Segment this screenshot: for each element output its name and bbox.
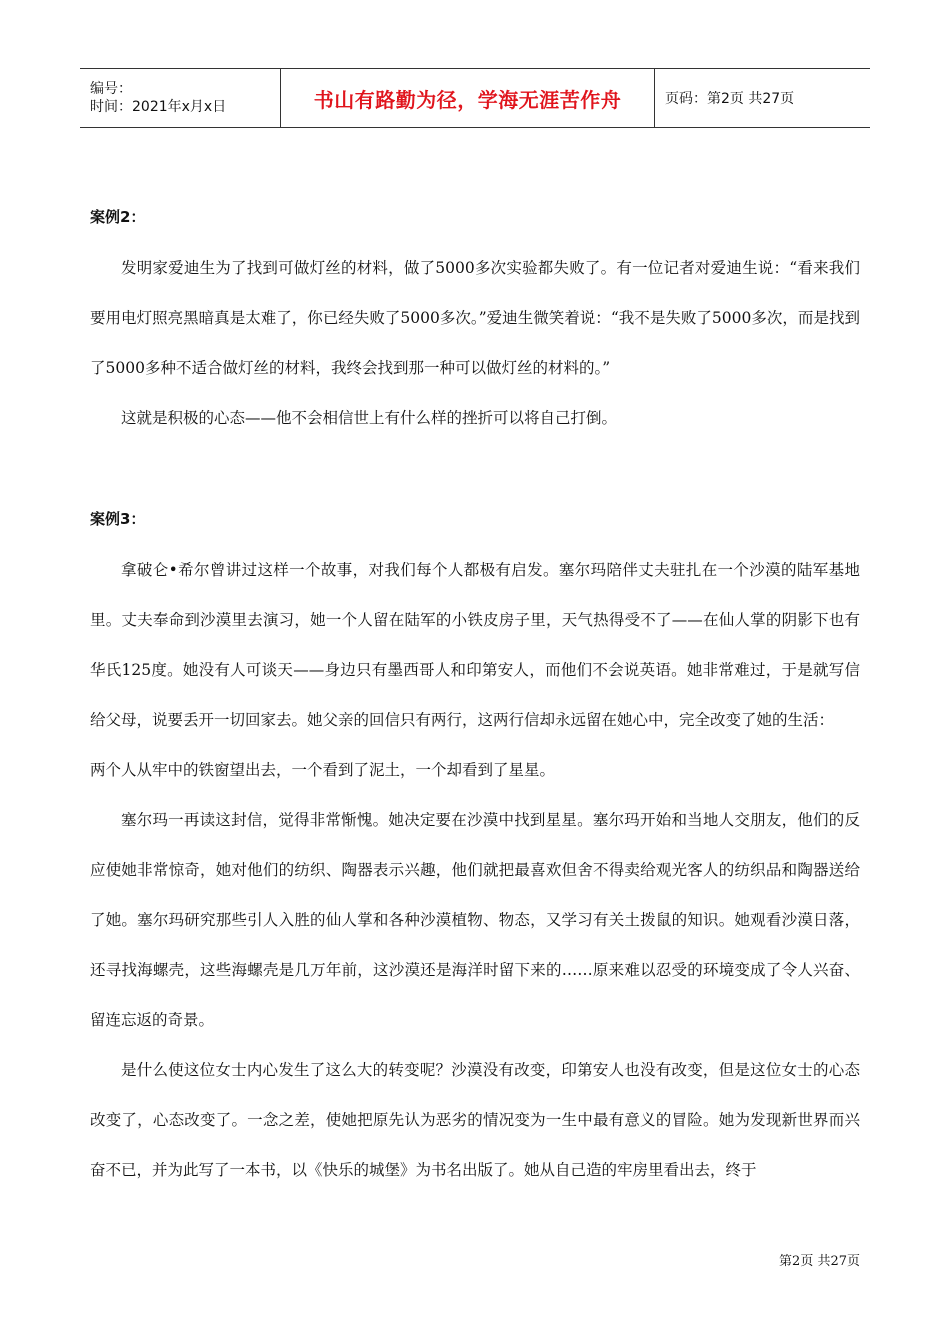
page-footer-number: 第2页 共27页: [779, 1254, 860, 1269]
case3-paragraph: 拿破仑•希尔曾讲过这样一个故事，对我们每个人都极有启发。塞尔玛陪伴丈夫驻扎在一个沙漠的陆军基地里。丈夫奉命到沙漠里去演习，她一个人留在陆军的小铁皮房子里，天气热得受不了——在仙人掌的阴影下也有华氏125度。她没有人可谈天——身边只有墨西哥人和印第安人，而他们不会说英语。她非常难过，于是就写信给父母，说要丢开一切回家去。她父亲的回信只有两行，这两行信却永远留在她心中，完全改变了她的生活：: [90, 561, 860, 729]
header-meta: [80, 69, 281, 127]
header-motto: 书山有路勤为径，学海无涯苦作舟: [281, 69, 655, 127]
document-body: [90, 188, 860, 1195]
case2-heading: 案例2：: [90, 208, 146, 226]
page-header: [80, 68, 870, 128]
case3-heading: 案例3：: [90, 510, 146, 528]
time-label: 时间：2021年x月x日: [90, 99, 227, 115]
case3-paragraph: 是什么使这位女士内心发生了这么大的转变呢？沙漠没有改变，印第安人也没有改变，但是这位女士的心态改变了，心态改变了。一念之差，使她把原先认为恶劣的情况变为一生中最有意义的冒险。她为发现新世界而兴奋不已，并为此写了一本书，以《快乐的城堡》为书名出版了。她从自己造的牢房里看出去，终于: [90, 1061, 860, 1179]
case3-paragraph: 塞尔玛一再读这封信，觉得非常惭愧。她决定要在沙漠中找到星星。塞尔玛开始和当地人交朋友，他们的反应使她非常惊奇，她对他们的纺织、陶器表示兴趣，他们就把最喜欢但舍不得卖给观光客人的纺织品和陶器送给了她。塞尔玛研究那些引人入胜的仙人掌和各种沙漠植物、物态，又学习有关土拨鼠的知识。她观看沙漠日落，还寻找海螺壳，这些海螺壳是几万年前，这沙漠还是海洋时留下来的……原来难以忍受的环境变成了令人兴奋、留连忘返的奇景。: [90, 811, 860, 1029]
serial-label: 编号：: [90, 81, 132, 97]
header-page-label: 页码：第2页 共27页: [665, 91, 795, 107]
case2-paragraph: 这就是积极的心态——他不会相信世上有什么样的挫折可以将自己打倒。: [121, 409, 618, 427]
case2-paragraph: 发明家爱迪生为了找到可做灯丝的材料，做了5000多次实验都失败了。有一位记者对爱迪生说：“看来我们要用电灯照亮黑暗真是太难了，你已经失败了5000多次。”爱迪生微笑着说：“我不是失败了5000多次，而是找到了5000多种不适合做灯丝的材料，我终会找到那一种可以做灯丝的材料的。”: [90, 259, 860, 377]
case3-quote: 两个人从牢中的铁窗望出去，一个看到了泥土，一个却看到了星星。: [90, 761, 556, 779]
